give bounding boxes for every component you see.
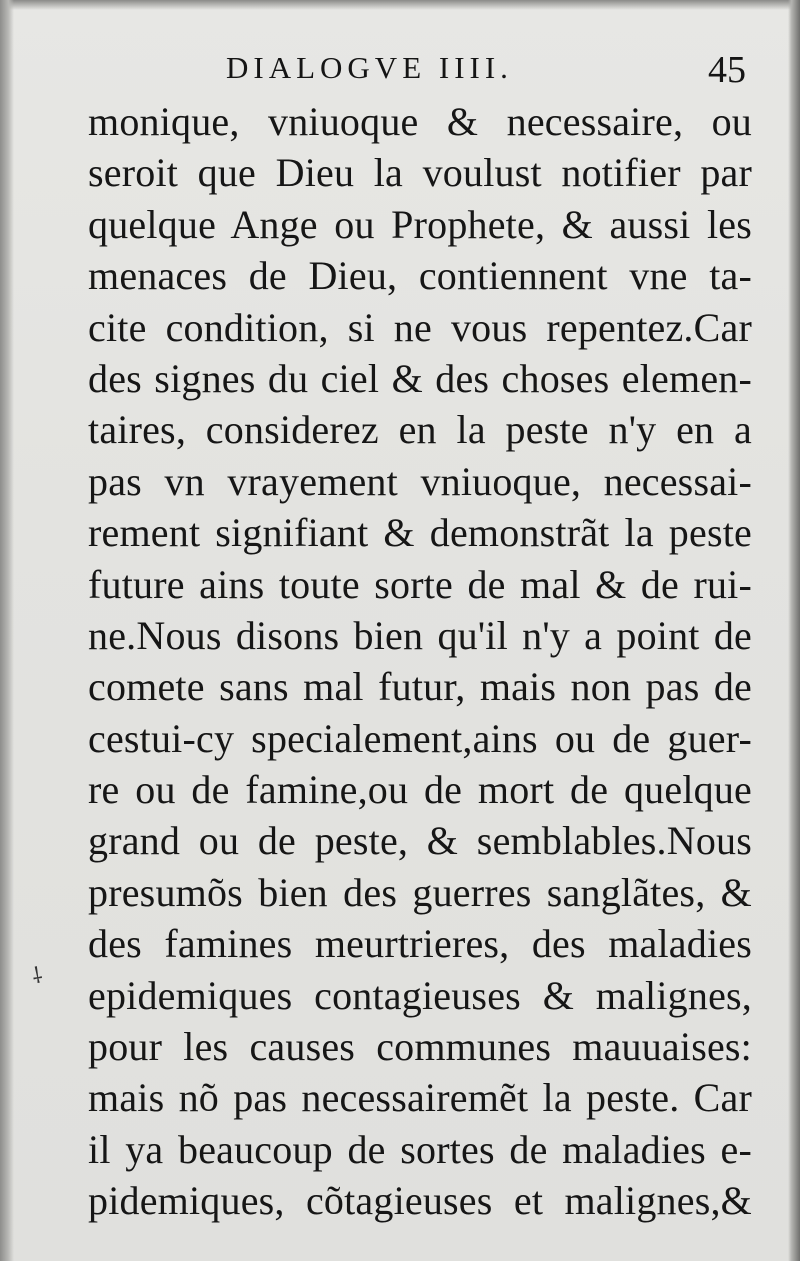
text-line: epidemiques contagieuses & malignes, bbox=[88, 972, 752, 1018]
page-top-shadow bbox=[0, 0, 800, 10]
text-line: pas vn vrayement vniuoque, necessai- bbox=[88, 458, 752, 504]
text-line: seroit que Dieu la voulust notifier par bbox=[88, 150, 752, 196]
running-head: DIALOGVE IIII. bbox=[226, 50, 513, 85]
page-right-edge bbox=[788, 0, 800, 1261]
text-line: re ou de famine,ou de mort de quelque bbox=[88, 767, 752, 813]
text-line: presumõs bien des guerres sanglãtes, & bbox=[88, 869, 752, 915]
text-line: quelque Ange ou Prophete, & aussi les bbox=[88, 201, 752, 247]
text-line: mais nõ pas necessairemẽt la peste. Car bbox=[88, 1075, 752, 1121]
text-line: cestui-cy specialement,ains ou de guer- bbox=[88, 715, 752, 761]
text-line: pour les causes communes mauuaises: bbox=[88, 1024, 752, 1070]
page-gutter-shadow bbox=[0, 0, 14, 1261]
margin-ink-mark: ⸸ bbox=[30, 963, 45, 990]
body-text bbox=[88, 96, 752, 1227]
text-line: des signes du ciel & des choses elemen- bbox=[88, 355, 752, 401]
text-line: il ya beaucoup de sortes de maladies e- bbox=[88, 1126, 752, 1172]
text-line: cite condition, si ne vous repentez.Car bbox=[88, 304, 752, 350]
text-line: pidemiques, cõtagieuses et malignes,& bbox=[88, 1178, 752, 1224]
text-line: taires, considerez en la peste n'y en a bbox=[88, 407, 752, 453]
text-line: ne.Nous disons bien qu'il n'y a point de bbox=[88, 612, 752, 658]
page-number: 45 bbox=[708, 49, 746, 91]
page-header bbox=[88, 40, 752, 100]
text-line: rement signifiant & demonstrãt la peste bbox=[88, 510, 752, 556]
text-line: future ains toute sorte de mal & de rui- bbox=[88, 561, 752, 607]
text-line: menaces de Dieu, contiennent vne ta- bbox=[88, 253, 752, 299]
text-line: monique, vniuoque & necessaire, ou bbox=[88, 99, 752, 144]
text-line: comete sans mal futur, mais non pas de bbox=[88, 664, 752, 710]
text-line: des famines meurtrieres, des maladies bbox=[88, 921, 752, 967]
text-line: grand ou de peste, & semblables.Nous bbox=[88, 818, 752, 864]
